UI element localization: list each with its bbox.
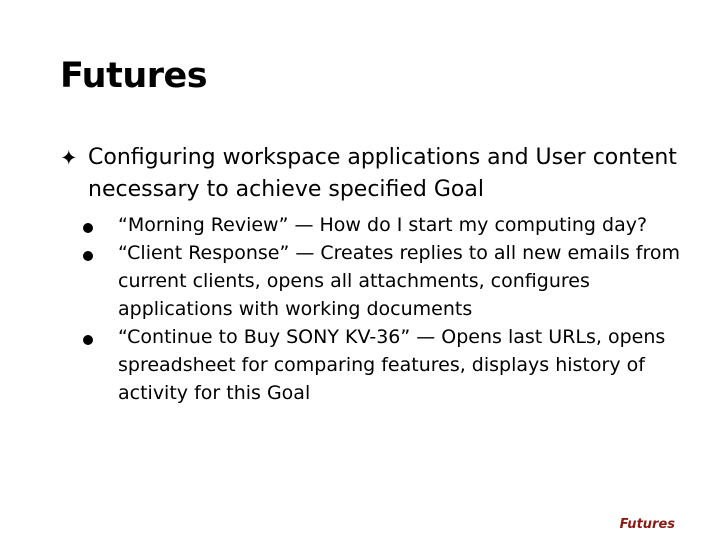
four-point-star-icon: ✦ bbox=[60, 146, 78, 170]
sub-point bbox=[83, 211, 693, 239]
sub-point-text: “Morning Review” — How do I start my computing day? bbox=[118, 214, 648, 236]
sub-point-text: “Continue to Buy SONY KV-36” — Opens last URLs, opens spreadsheet for comparing features, displays history of activity for this Goal bbox=[118, 326, 666, 404]
filled-circle-bullet-icon bbox=[83, 223, 93, 233]
filled-circle-bullet-icon bbox=[83, 335, 93, 345]
slide-title: Futures bbox=[60, 56, 208, 96]
main-point bbox=[60, 142, 700, 206]
filled-circle-bullet-icon bbox=[83, 251, 93, 261]
footer-label: Futures bbox=[619, 517, 675, 532]
sub-point-list bbox=[83, 211, 693, 407]
sub-point-text: “Client Response” — Creates replies to all new emails from current clients, opens all attachments, configures applications with working documents bbox=[118, 242, 681, 320]
sub-point bbox=[83, 323, 693, 407]
main-point-text: Configuring workspace applications and User content necessary to achieve specified Goal bbox=[88, 145, 677, 202]
sub-point bbox=[83, 239, 693, 323]
